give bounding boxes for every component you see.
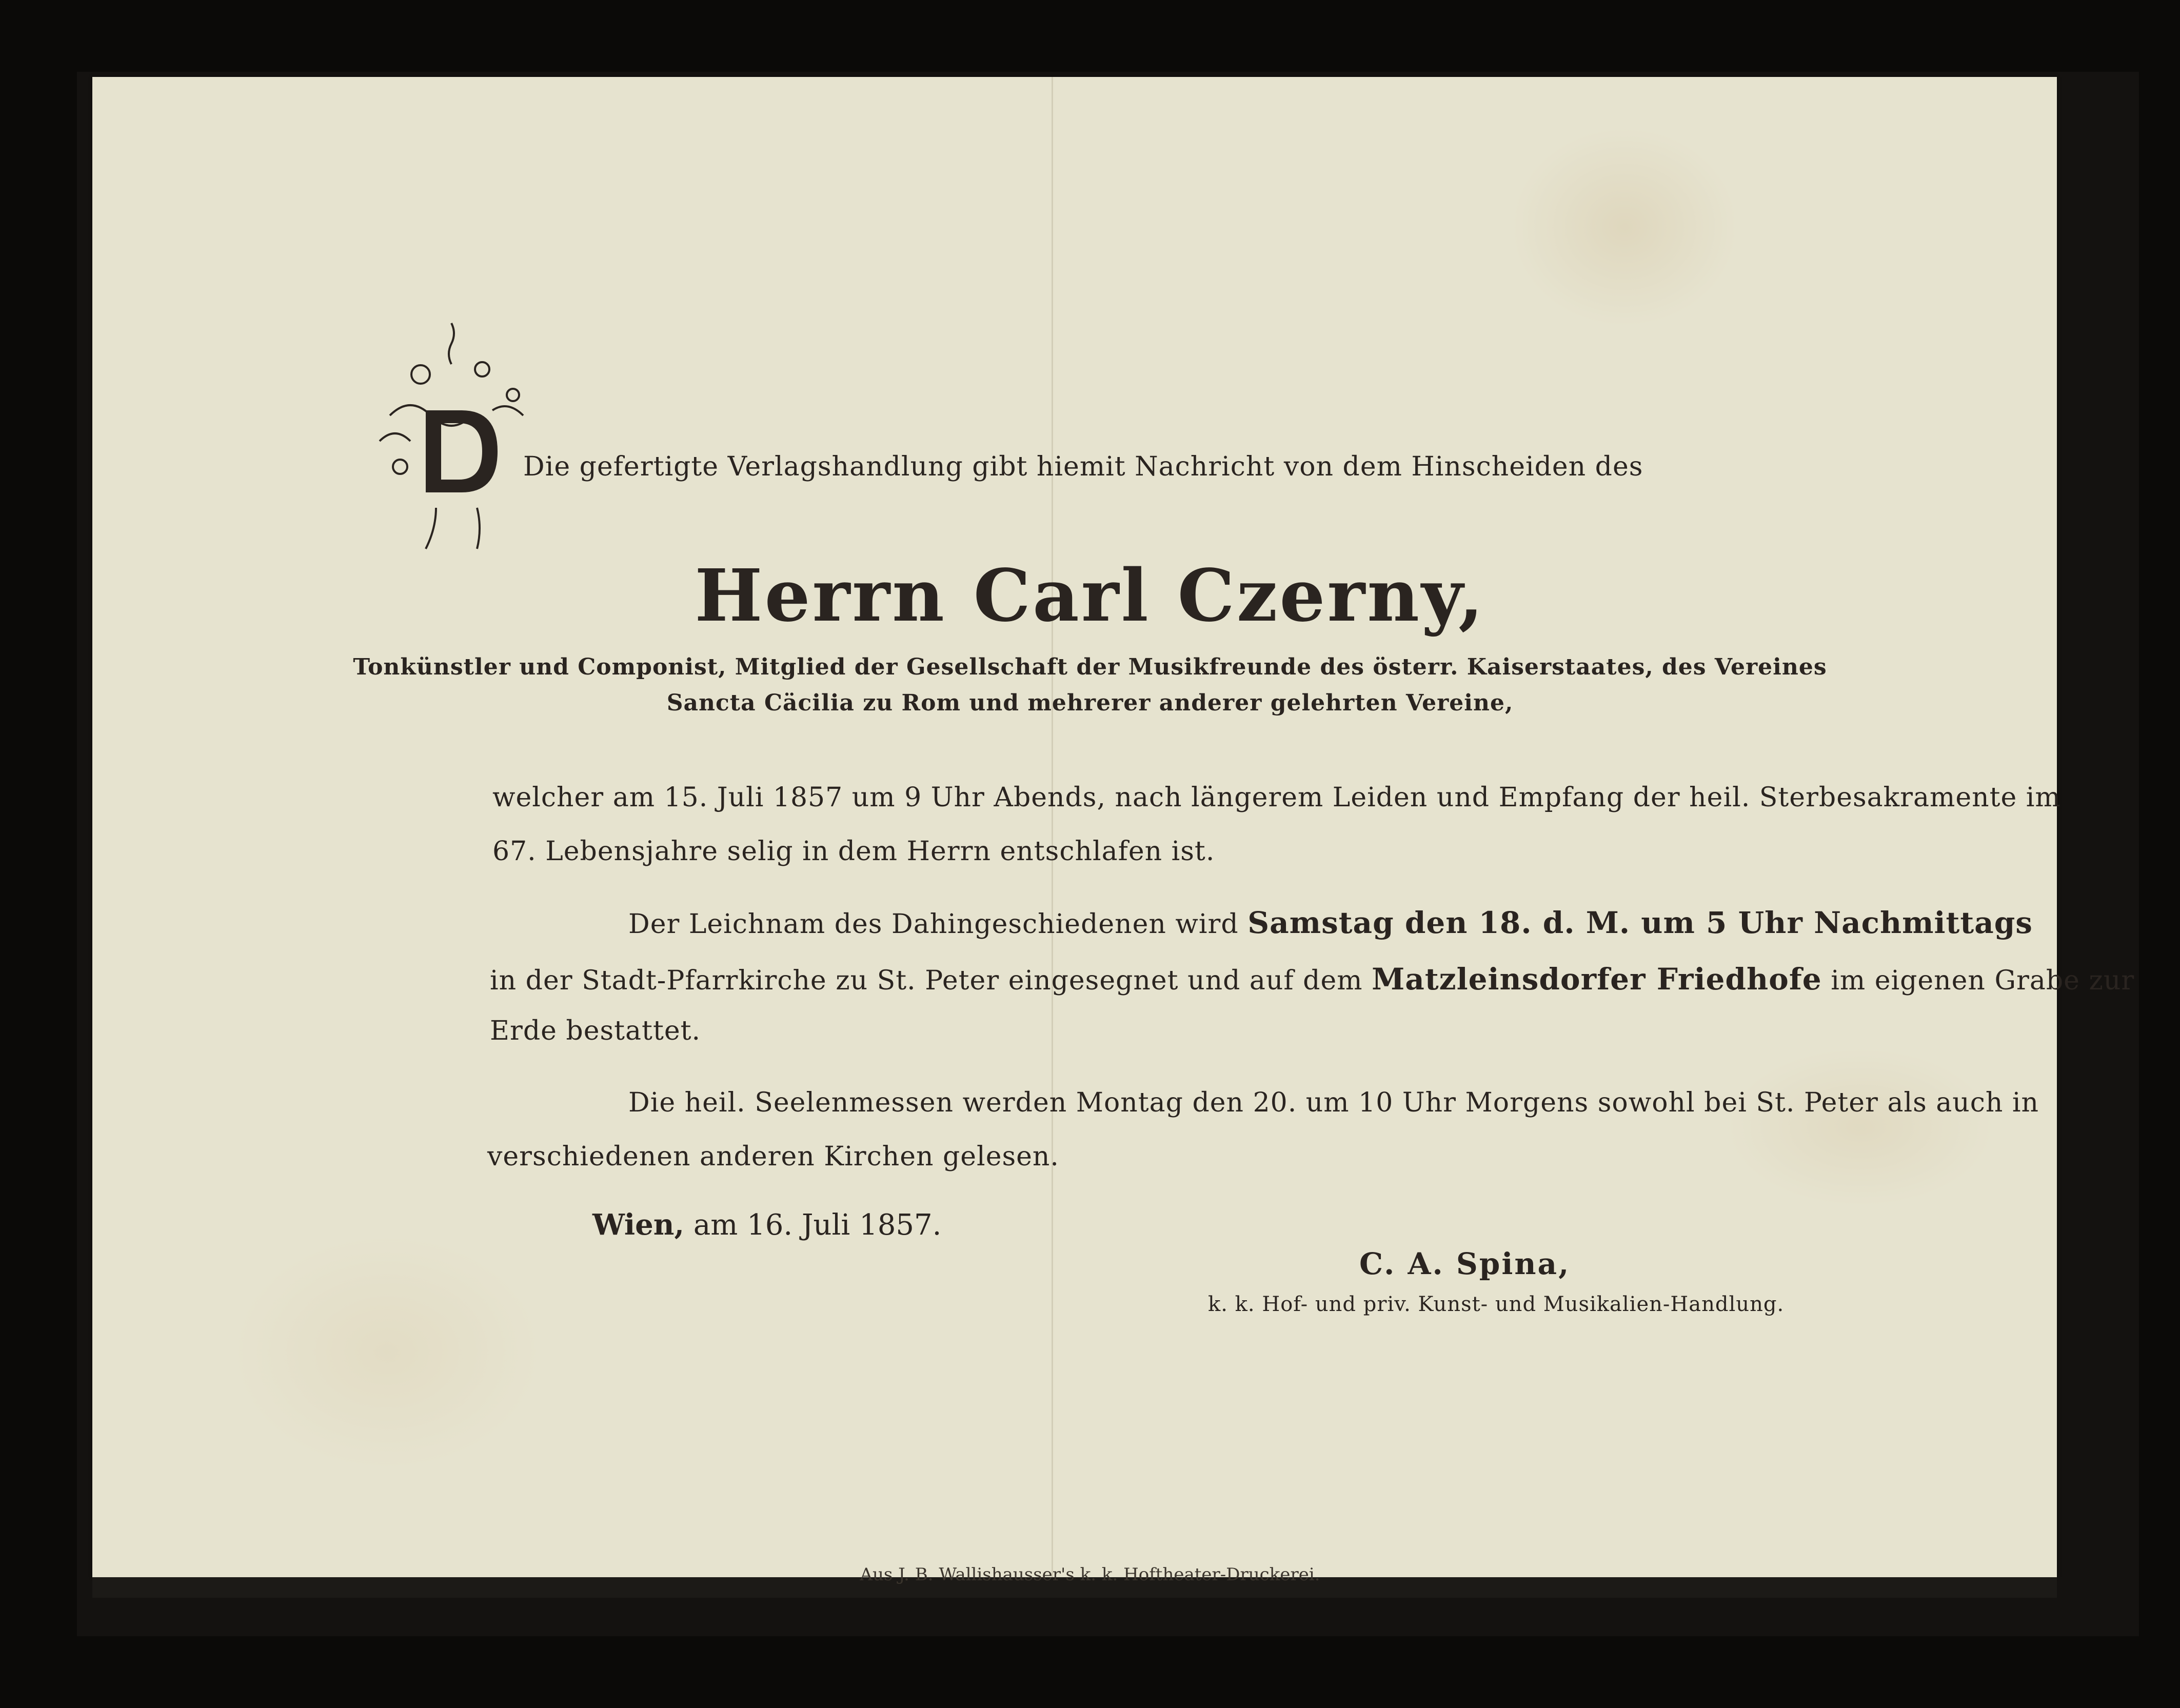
paragraph-2-line-2 bbox=[490, 962, 2134, 997]
ornamental-initial-icon bbox=[359, 313, 544, 569]
subtitle-line-2: Sancta Cäcilia zu Rom und mehrerer anderer gelehrten Vereine, bbox=[666, 690, 1514, 716]
paragraph-2-line-1-text: Der Leichnam des Dahingeschiedenen wird bbox=[628, 909, 1248, 940]
paragraph-2-line-1 bbox=[628, 905, 2033, 940]
intro-line: Die gefertigte Verlagshandlung gibt hiemit Nachricht von dem Hinscheiden des bbox=[523, 451, 1643, 482]
paragraph-2-line-2-text-c: im eigenen Grabe zur bbox=[1821, 965, 2135, 996]
paragraph-2-line-2-text-a: in der Stadt-Pfarrkirche zu St. Peter eingesegnet und auf dem bbox=[490, 965, 1372, 996]
subtitle-line-1: Tonkünstler und Componist, Mitglied der Gesellschaft der Musikfreunde des österr. Kaiserstaates, des Vereines bbox=[353, 654, 1827, 680]
paragraph-3-line-2: verschiedenen anderen Kirchen gelesen. bbox=[487, 1141, 1059, 1172]
signature-name: C. A. Spina, bbox=[1359, 1246, 1571, 1281]
paragraph-1-line-2: 67. Lebensjahre selig in dem Herrn entschlafen ist. bbox=[492, 836, 1215, 867]
place-date bbox=[592, 1208, 941, 1242]
paragraph-2-line-3: Erde bestattet. bbox=[490, 1016, 701, 1046]
paragraph-3-line-1: Die heil. Seelenmessen werden Montag den 20. um 10 Uhr Morgens sowohl bei St. Peter als auch in bbox=[628, 1087, 2039, 1118]
funeral-date-time: Samstag den 18. d. M. um 5 Uhr Nachmittags bbox=[1247, 905, 2033, 940]
date-text: am 16. Juli 1857. bbox=[684, 1208, 942, 1242]
cemetery-name: Matzleinsdorfer Friedhofe bbox=[1372, 962, 1822, 997]
fold-line bbox=[1052, 77, 1053, 1577]
paragraph-1-line-1: welcher am 15. Juli 1857 um 9 Uhr Abends, nach längerem Leiden und Empfang der heil. Sterbesakramente im bbox=[492, 782, 2061, 813]
place-name: Wien, bbox=[592, 1208, 685, 1242]
printer-imprint: Aus J. B. Wallishausser's k. k. Hoftheater-Druckerei. bbox=[860, 1564, 1320, 1585]
signature-subtitle: k. k. Hof- und priv. Kunst- und Musikalien-Handlung. bbox=[1208, 1293, 1785, 1316]
paper-sheet bbox=[92, 77, 2057, 1577]
deceased-name: Herrn Carl Czerny, bbox=[695, 554, 1485, 638]
